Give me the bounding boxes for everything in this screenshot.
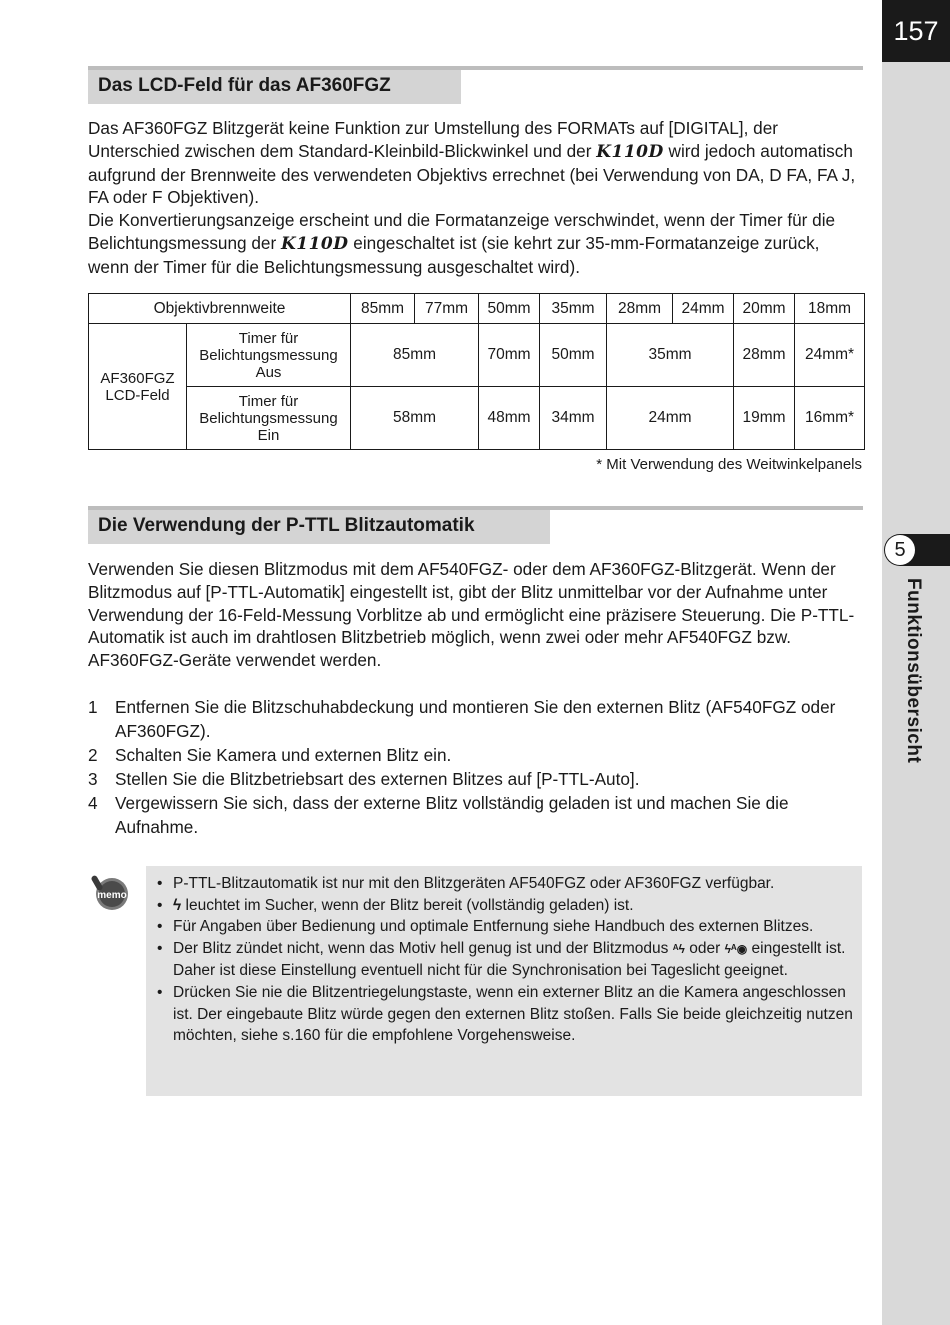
list-item — [157, 873, 857, 895]
steps-list — [88, 695, 863, 839]
focal-length-cell: 18mm — [795, 294, 865, 324]
focal-length-cell: 20mm — [734, 294, 795, 324]
paragraph-intro: Verwenden Sie diesen Blitzmodus mit dem AF540FGZ- oder dem AF360FGZ-Blitzgerät. Wenn der Blitzmodus auf [P-TTL-Automatik] eingestellt ist, gibt der Blitz unmittelbar vor der Aufnahme unter Verwendung der 16-Feld-Messung Vorblitze ab und ermöglicht eine präzisere Steuerung. Die P-TTL-Automatik ist auch im drahtlosen Blitzbetrieb möglich, wenn zwei oder mehr AF540FGZ bzw. AF360FGZ-Geräte verwendet werden. — [88, 559, 855, 671]
table-footnote: * Mit Verwendung des Weitwinkelpanels — [596, 456, 862, 473]
paragraph-text: Das AF360FGZ Blitzgerät keine Funktion zur Umstellung des FORMATs auf [DIGITAL], der Unterschied zwischen dem Standard-Kleinbild-Blickwinkel und der — [88, 118, 778, 161]
paragraph-text: Die Konvertierungsanzeige erscheint und die Formatanzeige verschwindet, wenn der Timer für die Belichtungsmessung der — [88, 210, 836, 253]
focal-length-cell: 35mm — [540, 294, 607, 324]
row-label-line: Belichtungsmessung — [199, 409, 338, 427]
list-item — [88, 743, 863, 767]
row-label-timer-off — [187, 324, 351, 387]
focal-length-cell: 50mm — [479, 294, 540, 324]
chapter-title: Funktionsübersicht — [903, 578, 924, 764]
row-label-line: Aus — [255, 363, 282, 381]
list-item — [88, 767, 863, 791]
step-number: 2 — [88, 745, 98, 765]
list-item — [88, 695, 863, 743]
step-text: Entfernen Sie die Blitzschuhabdeckung und montieren Sie den externen Blitz (AF540FGZ oder AF360FGZ). — [115, 697, 836, 741]
step-number: 4 — [88, 793, 98, 813]
list-item — [157, 938, 857, 982]
section-title-lcd: Das LCD-Feld für das AF360FGZ — [88, 70, 461, 104]
camera-logo: K110D — [596, 141, 664, 162]
step-number: 3 — [88, 769, 98, 789]
table-header-label: Objektivbrennweite — [89, 294, 351, 324]
table-cell: 24mm — [607, 387, 734, 450]
page-number: 157 — [882, 0, 950, 62]
focal-length-table — [88, 293, 865, 450]
memo-text: Der Blitz zündet nicht, wenn das Motiv hell genug ist und der Blitzmodus — [173, 939, 669, 957]
list-item — [157, 982, 857, 1047]
table-cell: 28mm — [734, 324, 795, 387]
row-label-timer-on — [187, 387, 351, 450]
memo-text: oder — [689, 939, 721, 957]
flash-auto-icon: ᴬϟ — [672, 941, 685, 956]
chapter-number: 5 — [885, 535, 915, 565]
paragraph-format — [88, 117, 863, 279]
focal-length-cell: 85mm — [351, 294, 415, 324]
row-group-label-line: LCD-Feld — [105, 386, 170, 404]
paragraph-text: eingeschaltet ist (sie kehrt zur 35-mm-Formatanzeige zurück, wenn der Timer für die Belichtungsmessung ausgeschaltet wird). — [88, 232, 820, 277]
table-cell: 35mm — [607, 324, 734, 387]
list-item — [157, 916, 857, 938]
memo-list — [157, 873, 857, 1047]
paragraph-text: wird jedoch automatisch aufgrund der Brennweite des verwendeten Objektivs errechnet (bei Verwendung von DA, D FA, FA J, FA oder F Objektiven). — [88, 140, 856, 208]
row-group-label — [89, 324, 187, 450]
memo-text: eingestellt ist. Daher ist diese Einstellung eventuell nicht für die Synchronisation bei Tageslicht geeignet. — [173, 939, 846, 980]
focal-length-cell: 28mm — [607, 294, 673, 324]
list-item — [88, 791, 863, 839]
list-item — [157, 895, 857, 917]
section-header-lcd — [88, 66, 863, 104]
step-text: Schalten Sie Kamera und externen Blitz ein. — [115, 745, 452, 765]
table-cell: 70mm — [479, 324, 540, 387]
memo-icon-label: memo — [97, 890, 127, 901]
focal-length-cell: 77mm — [415, 294, 479, 324]
memo-icon — [90, 872, 130, 912]
memo-text: P-TTL-Blitzautomatik ist nur mit den Blitzgeräten AF540FGZ oder AF360FGZ verfügbar. — [173, 875, 775, 892]
flash-icon: ϟ — [173, 896, 182, 914]
row-label-line: Belichtungsmessung — [199, 346, 338, 364]
table-cell: 85mm — [351, 324, 479, 387]
row-label-line: Ein — [257, 426, 280, 444]
table-cell: 16mm* — [795, 387, 865, 450]
step-number: 1 — [88, 697, 98, 717]
table-cell: 24mm* — [795, 324, 865, 387]
camera-logo: K110D — [281, 233, 349, 254]
flash-auto-redeye-icon: ϟᴬ◉ — [724, 941, 748, 956]
row-label-line: Timer für — [238, 329, 299, 347]
step-text: Vergewissern Sie sich, dass der externe Blitz vollständig geladen ist und machen Sie die Aufnahme. — [115, 793, 789, 837]
section-title-pttl: Die Verwendung der P-TTL Blitzautomatik — [88, 510, 550, 544]
step-text: Stellen Sie die Blitzbetriebsart des externen Blitzes auf [P-TTL-Auto]. — [115, 769, 640, 789]
table-cell: 58mm — [351, 387, 479, 450]
table-cell: 50mm — [540, 324, 607, 387]
memo-text: Für Angaben über Bedienung und optimale Entfernung siehe Handbuch des externen Blitzes. — [173, 918, 814, 936]
memo-text: leuchtet im Sucher, wenn der Blitz bereit (vollständig geladen) ist. — [185, 896, 634, 914]
row-group-label-line: AF360FGZ — [100, 369, 175, 387]
memo-text: Drücken Sie nie die Blitzentriegelungstaste, wenn ein externer Blitz an die Kamera angeschlossen ist. Der eingebaute Blitz würde gegen den externen Blitz stoßen. Falls Sie beide gleichzeitig nutzen möchten, siehe s.160 für die empfohlene Vorgehensweise. — [173, 983, 853, 1045]
table-cell: 48mm — [479, 387, 540, 450]
row-label-line: Timer für — [238, 392, 299, 410]
focal-length-cell: 24mm — [673, 294, 734, 324]
section-header-pttl — [88, 506, 863, 544]
table-cell: 19mm — [734, 387, 795, 450]
table-cell: 34mm — [540, 387, 607, 450]
